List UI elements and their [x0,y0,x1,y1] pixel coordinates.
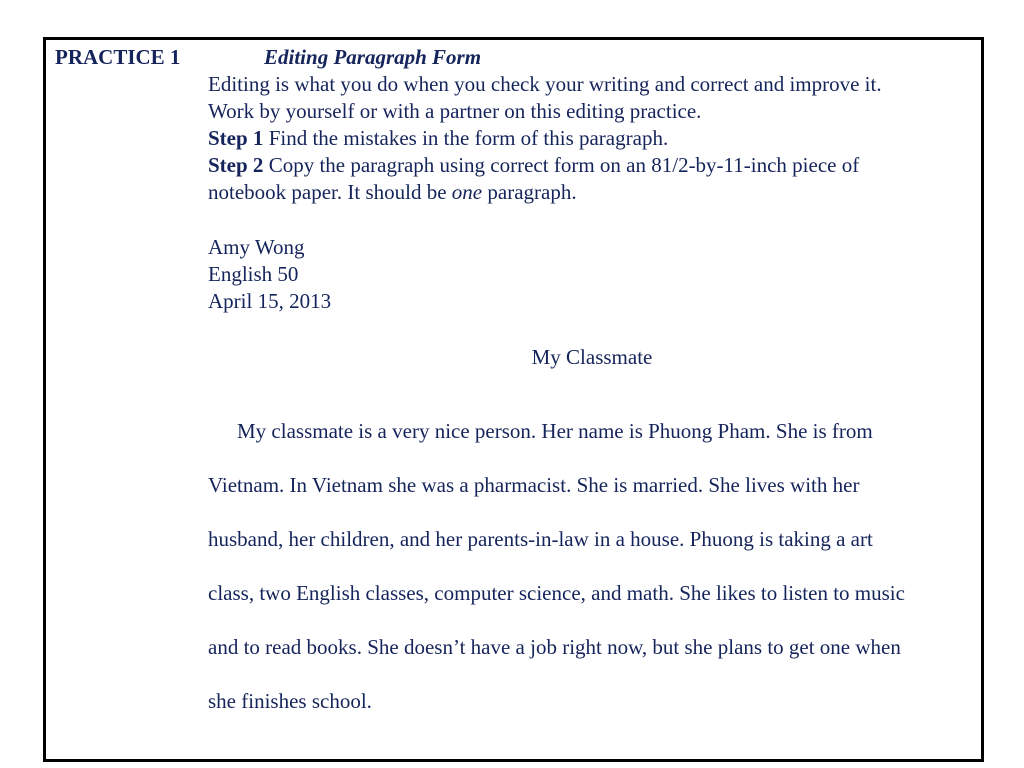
instruction-line-2: Work by yourself or with a partner on this editing practice. [208,99,702,123]
step-2-label: Step 2 [208,153,264,177]
step-2-continued [208,179,577,206]
practice-label: PRACTICE 1 [55,45,181,69]
essay-line-5: and to read books. She doesn’t have a job right now, but she plans to get one when [208,635,901,659]
essay-line-1: My classmate is a very nice person. Her name is Phuong Pham. She is from [237,419,873,443]
step-1 [208,125,668,152]
step-2-line2-emphasis: one [451,180,483,204]
course-name: English 50 [208,262,299,286]
step-1-label: Step 1 [208,126,264,150]
step-2-line2-after: paragraph. [482,180,577,204]
essay-line-3: husband, her children, and her parents-in-law in a house. Phuong is taking a art [208,527,873,551]
essay-date: April 15, 2013 [208,289,332,313]
step-1-text: Find the mistakes in the form of this paragraph. [263,126,669,150]
student-name: Amy Wong [208,235,305,259]
essay-line-6: she finishes school. [208,689,372,713]
instruction-line-1: Editing is what you do when you check your writing and correct and improve it. [208,72,882,96]
essay-line-2: Vietnam. In Vietnam she was a pharmacist. She is married. She lives with her [208,473,860,497]
step-2-text: Copy the paragraph using correct form on an 81/2-by-11-inch piece of [263,153,860,177]
essay-title: My Classmate [531,345,653,369]
step-2 [208,152,859,179]
practice-title: Editing Paragraph Form [264,45,482,69]
step-2-line2-before: notebook paper. It should be [208,180,452,204]
essay-line-4: class, two English classes, computer science, and math. She likes to listen to music [208,581,905,605]
